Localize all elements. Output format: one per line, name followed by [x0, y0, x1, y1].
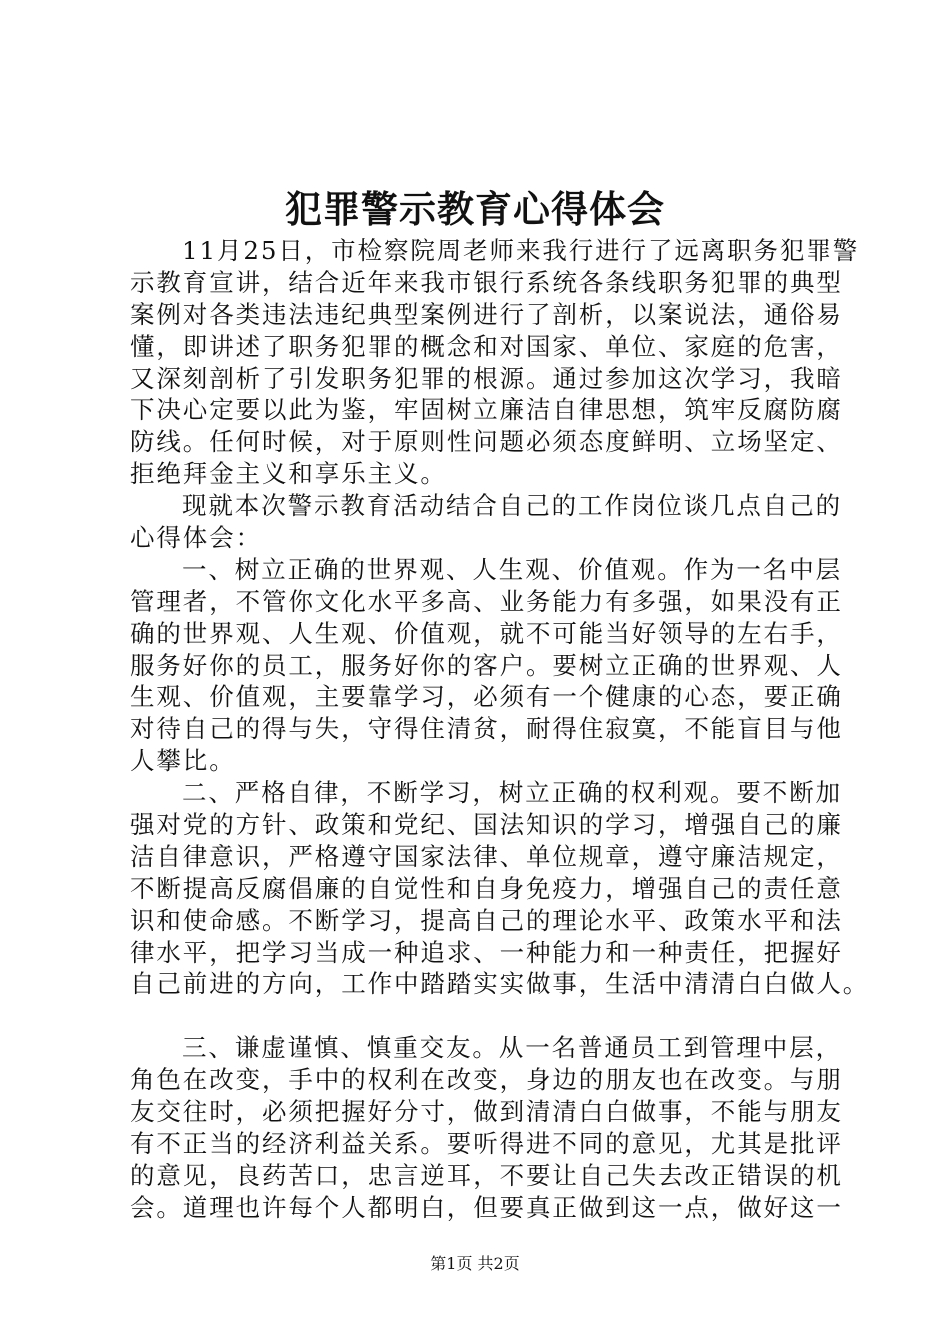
text-line: 示教育宣讲，结合近年来我市银行系统各条线职务犯罪的典型 — [130, 267, 843, 297]
text-line: 确的世界观、人生观、价值观，就不可能当好领导的左右手， — [130, 618, 843, 648]
text-line: 人攀比。 — [130, 746, 236, 776]
text-line: 二、严格自律，不断学习，树立正确的权利观。要不断加 — [182, 778, 842, 808]
text-line: 11月25日，市检察院周老师来我行进行了远离职务犯罪警 — [182, 236, 860, 265]
document-body — [130, 235, 870, 1224]
paragraph-gap — [130, 1000, 830, 1032]
text-line: 懂，即讲述了职务犯罪的概念和对国家、单位、家庭的危害， — [130, 331, 843, 361]
text-line: 的意见，良药苦口，忠言逆耳，不要让自己失去改正错误的机 — [130, 1160, 843, 1190]
text-line: 管理者，不管你文化水平多高、业务能力有多强，如果没有正 — [130, 586, 843, 616]
text-line: 有不正当的经济利益关系。要听得进不同的意见，尤其是批评 — [130, 1129, 843, 1159]
text-line: 律水平，把学习当成一种追求、一种能力和一种责任，把握好 — [130, 937, 843, 967]
text-line: 对待自己的得与失，守得住清贫，耐得住寂寞，不能盲目与他 — [130, 714, 843, 744]
text-line: 拒绝拜金主义和享乐主义。 — [130, 459, 447, 489]
text-line: 现就本次警示教育活动结合自己的工作岗位谈几点自己的 — [182, 491, 842, 521]
text-line: 防线。任何时候，对于原则性问题必须态度鲜明、立场坚定、 — [130, 427, 843, 457]
text-line: 角色在改变，手中的权利在改变，身边的朋友也在改变。与朋 — [130, 1065, 843, 1095]
text-line: 友交往时，必须把握好分寸，做到清清白白做事，不能与朋友 — [130, 1097, 843, 1127]
text-line: 一、树立正确的世界观、人生观、价值观。作为一名中层 — [182, 554, 842, 584]
text-line: 会。道理也许每个人都明白，但要真正做到这一点，做好这一 — [130, 1192, 843, 1222]
text-line: 服务好你的员工，服务好你的客户。要树立正确的世界观、人 — [130, 650, 843, 680]
page-footer: 第1页 共2页 — [430, 1254, 520, 1273]
text-line: 生观、价值观，主要靠学习，必须有一个健康的心态，要正确 — [130, 682, 843, 712]
text-line: 洁自律意识，严格遵守国家法律、单位规章，遵守廉洁规定， — [130, 841, 843, 871]
text-line: 下决心定要以此为鉴，牢固树立廉洁自律思想，筑牢反腐防腐 — [130, 395, 843, 425]
document-title: 犯罪警示教育心得体会 — [285, 187, 665, 231]
text-line: 心得体会： — [130, 523, 262, 553]
text-line: 识和使命感。不断学习，提高自己的理论水平、政策水平和法 — [130, 905, 843, 935]
text-line: 不断提高反腐倡廉的自觉性和自身免疫力，增强自己的责任意 — [130, 873, 843, 903]
text-line: 案例对各类违法违纪典型案例进行了剖析，以案说法，通俗易 — [130, 299, 843, 329]
text-line: 自己前进的方向，工作中踏踏实实做事，生活中清清白白做人。 — [130, 969, 870, 999]
text-line: 又深刻剖析了引发职务犯罪的根源。通过参加这次学习，我暗 — [130, 363, 843, 393]
text-line: 强对党的方针、政策和党纪、国法知识的学习，增强自己的廉 — [130, 810, 843, 840]
text-line: 三、谦虚谨慎、慎重交友。从一名普通员工到管理中层， — [182, 1033, 842, 1063]
